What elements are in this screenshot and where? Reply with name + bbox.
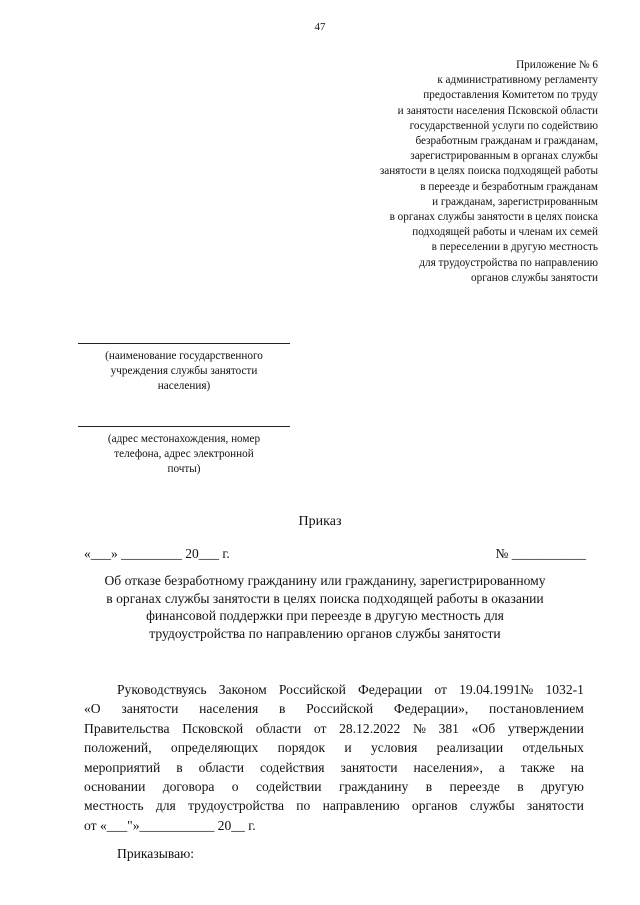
order-date-line: «___» _________ 20___ г. [84,546,230,561]
body-word: службы [469,798,515,814]
order-body-paragraph [84,680,584,835]
body-word: Федерации», [393,701,469,717]
institution-address-block [78,426,290,478]
body-line [84,719,584,738]
appendix-line: к административному регламенту [437,74,598,87]
body-word: «О [84,701,101,717]
body-word: «Об [471,720,496,736]
body-word: переезде [449,779,500,795]
body-line: от «___"»___________ 20__ г. [84,817,256,833]
body-word: определяющих [170,740,259,756]
body-line [84,699,584,718]
body-word: гражданину [338,779,409,795]
appendix-line: занятости в целях поиска подходящей работы [379,165,598,178]
subject-line: в органах службы занятости в целях поиска подходящей работы в оказании [106,590,544,606]
body-word: населения [199,701,259,717]
appendix-line: в органах службы занятости в целях поиска [389,211,598,224]
body-line [84,758,584,777]
caption-line: (наименование государственного [105,350,263,362]
appendix-line: зарегистрированным в органах службы [410,150,598,163]
order-title: Приказ [298,514,342,529]
caption-line: учреждения службы занятости [110,365,258,378]
appendix-line: и занятости населения Псковской области [397,104,598,117]
body-word: основании [84,779,146,795]
body-word: области [255,720,302,736]
body-word: трудоустройства [188,798,284,814]
body-word: Российской [278,682,346,697]
appendix-line: в переселении в другую местность [431,241,598,254]
body-word: о [231,779,239,795]
body-word: и [344,740,352,756]
body-word: содействии [255,779,322,795]
body-word: в [517,779,524,795]
body-word: занятости [340,759,398,775]
body-word: постановлением [489,701,584,717]
caption-line: населения) [157,380,211,393]
appendix-line: подходящей работы и членам их семей [412,226,598,239]
appendix-header [298,58,598,286]
appendix-line: Приложение № 6 [516,59,598,71]
body-word: местность [84,798,144,814]
caption-line: почты) [167,463,201,476]
appendix-line: предоставления Комитетом по труду [423,89,598,102]
body-word: также [520,759,555,775]
body-line [84,777,584,796]
body-word: в [425,779,433,795]
body-line [84,796,584,815]
body-word: 381 [438,720,459,736]
body-word: области [198,759,245,775]
appendix-line: в переезде и безработным гражданам [420,180,598,193]
body-word: отдельных [522,740,584,756]
caption-line: телефона, адрес электронной [114,448,254,461]
appendix-line: и гражданам, зарегистрированным [432,195,598,208]
subject-line: трудоустройства по направлению органов службы занятости [149,625,501,641]
body-word: мероприятий [84,759,161,775]
body-word: по [296,798,311,814]
order-number-line: № ___________ [495,546,586,561]
body-word: занятости [121,701,179,717]
body-word: положений, [84,740,152,756]
body-word: Руководствуясь [117,682,207,697]
body-word: Российской [306,701,374,717]
body-word: направлению [322,798,400,814]
body-word: Псковской [182,720,244,736]
body-word: в [176,759,183,775]
body-word: условия [371,740,418,756]
appendix-line: безработным гражданам и гражданам, [415,135,598,148]
appendix-line: государственной услуги по содействию [409,119,598,132]
order-subject [60,572,590,642]
page-number: 47 [314,21,326,33]
body-word: № [412,720,426,736]
body-word: Федерации [358,682,423,697]
body-word: населения», [413,759,483,775]
body-line [84,680,584,699]
body-word: порядок [277,740,326,756]
body-word: утверждении [507,720,584,736]
body-word: 19.04.1991№ [459,682,534,697]
institution-name-block [78,343,290,395]
body-word: договора [162,779,215,795]
body-word: другую [541,779,584,795]
body-word: для [155,798,176,814]
body-word: органов [411,798,458,814]
subject-line: финансовой поддержки при переезде в другую местность для [146,608,504,624]
order-verb: Приказываю: [117,846,195,861]
body-word: занятости [526,798,584,814]
institution-address-caption [78,427,290,478]
appendix-line: для трудоустройства по направлению [419,256,598,269]
body-word: 1032-1 [545,682,584,697]
body-word: а [498,759,505,775]
body-word: на [570,759,584,775]
body-word: Правительства [84,720,170,736]
body-word: от [313,720,327,736]
appendix-line: органов службы занятости [471,271,598,284]
body-word: реализации [436,740,504,756]
body-word: 28.12.2022 [339,720,401,736]
subject-line: Об отказе безработному гражданину или гражданину, зарегистрированному [104,573,546,588]
body-word: в [279,701,286,717]
body-word: содействия [259,759,325,775]
body-word: от [434,682,447,697]
body-line [84,738,584,757]
caption-line: (адрес местонахождения, номер [107,433,261,445]
body-word: Законом [218,682,267,697]
institution-name-caption [78,344,290,395]
